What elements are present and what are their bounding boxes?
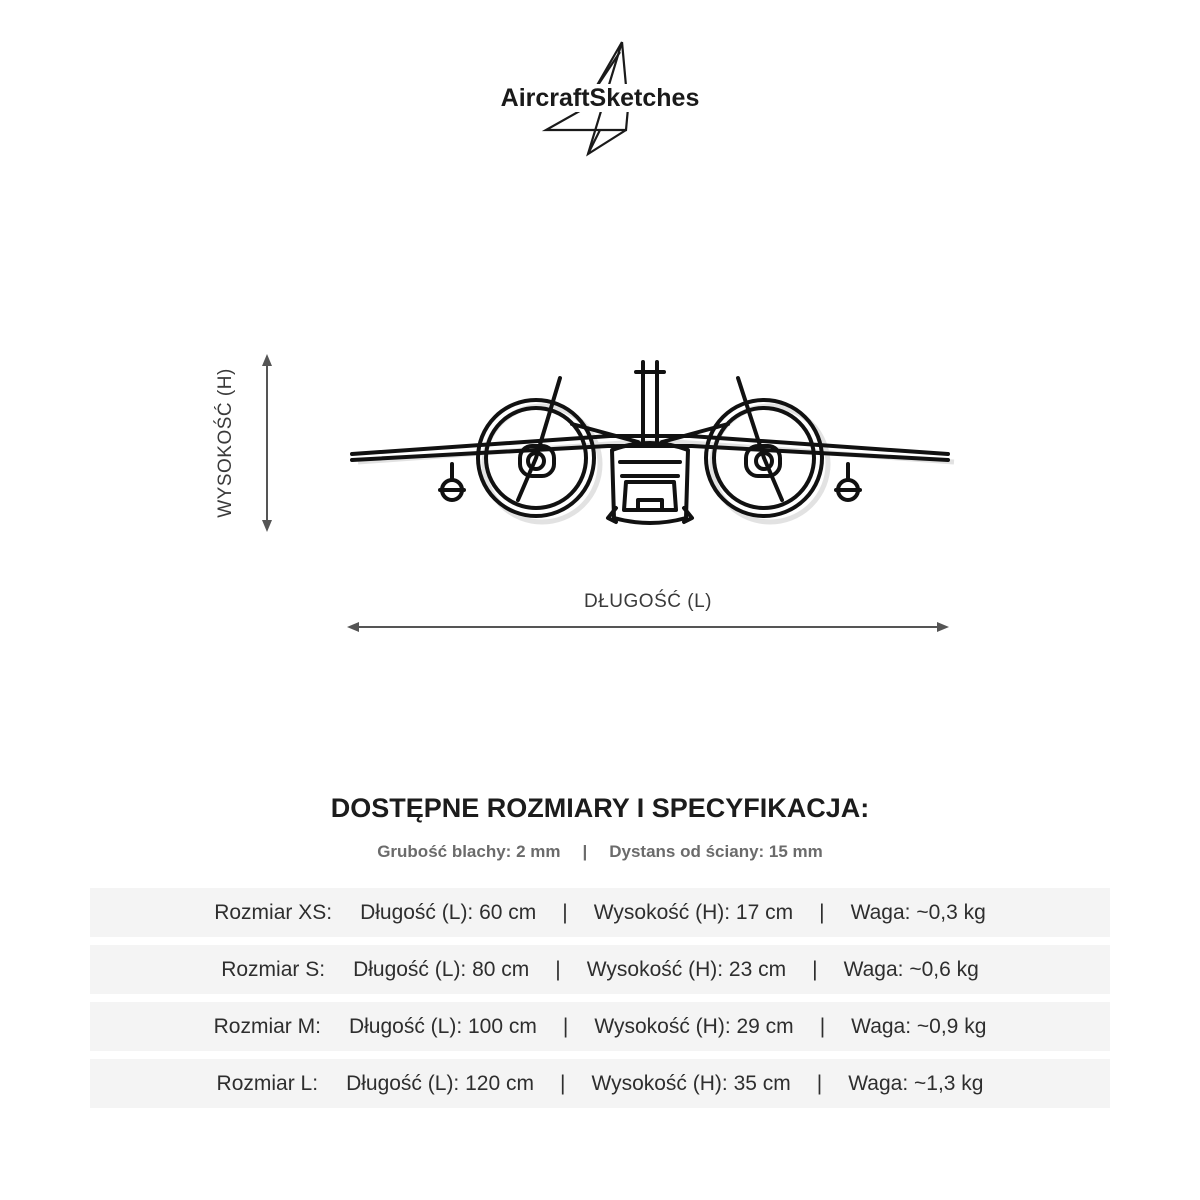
separator: |: [562, 900, 568, 924]
length-dimension-arrow: [345, 618, 951, 636]
separator: |: [812, 957, 818, 981]
separator: |: [582, 842, 588, 861]
size-height: Wysokość (H): 29 cm: [594, 1014, 794, 1038]
logo-wordmark: AircraftSketches: [500, 84, 700, 112]
length-label: DŁUGOŚĆ (L): [584, 591, 712, 612]
size-row-s: [90, 945, 1110, 994]
size-length: Długość (L): 100 cm: [348, 1014, 537, 1038]
size-height: Wysokość (H): 17 cm: [593, 900, 794, 924]
size-row-m: [90, 1002, 1110, 1051]
size-weight: Waga: ~0,9 kg: [851, 1014, 987, 1038]
size-weight: Waga: ~1,3 kg: [848, 1071, 984, 1095]
separator: |: [819, 900, 825, 924]
size-height: Wysokość (H): 35 cm: [591, 1071, 791, 1095]
aircraftsketches-logo: [470, 38, 730, 158]
wall-distance: Dystans od ściany: 15 mm: [609, 842, 823, 861]
size-weight: Waga: ~0,3 kg: [850, 900, 986, 924]
size-length: Długość (L): 120 cm: [346, 1071, 534, 1095]
spec-subtitle: [0, 842, 1200, 862]
size-name: Rozmiar L:: [216, 1071, 319, 1095]
size-name: Rozmiar S:: [221, 957, 326, 981]
sheet-thickness: Grubość blachy: 2 mm: [377, 842, 561, 861]
size-weight: Waga: ~0,6 kg: [843, 957, 979, 981]
separator: |: [555, 957, 561, 981]
size-row-xs: [90, 888, 1110, 937]
separator: |: [816, 1071, 823, 1095]
size-length: Długość (L): 80 cm: [353, 957, 530, 981]
size-length: Długość (L): 60 cm: [360, 900, 537, 924]
size-name: Rozmiar XS:: [214, 900, 333, 924]
size-height: Wysokość (H): 23 cm: [586, 957, 787, 981]
size-row-l: [90, 1059, 1110, 1108]
separator: |: [559, 1071, 566, 1095]
spec-title: DOSTĘPNE ROZMIARY I SPECYFIKACJA:: [330, 793, 870, 823]
height-dimension-arrow: [255, 352, 279, 534]
height-label: WYSOKOŚĆ (H): [215, 368, 236, 518]
separator: |: [819, 1014, 826, 1038]
size-name: Rozmiar M:: [213, 1014, 321, 1038]
aircraft-silhouette-image: [340, 350, 960, 540]
separator: |: [562, 1014, 569, 1038]
